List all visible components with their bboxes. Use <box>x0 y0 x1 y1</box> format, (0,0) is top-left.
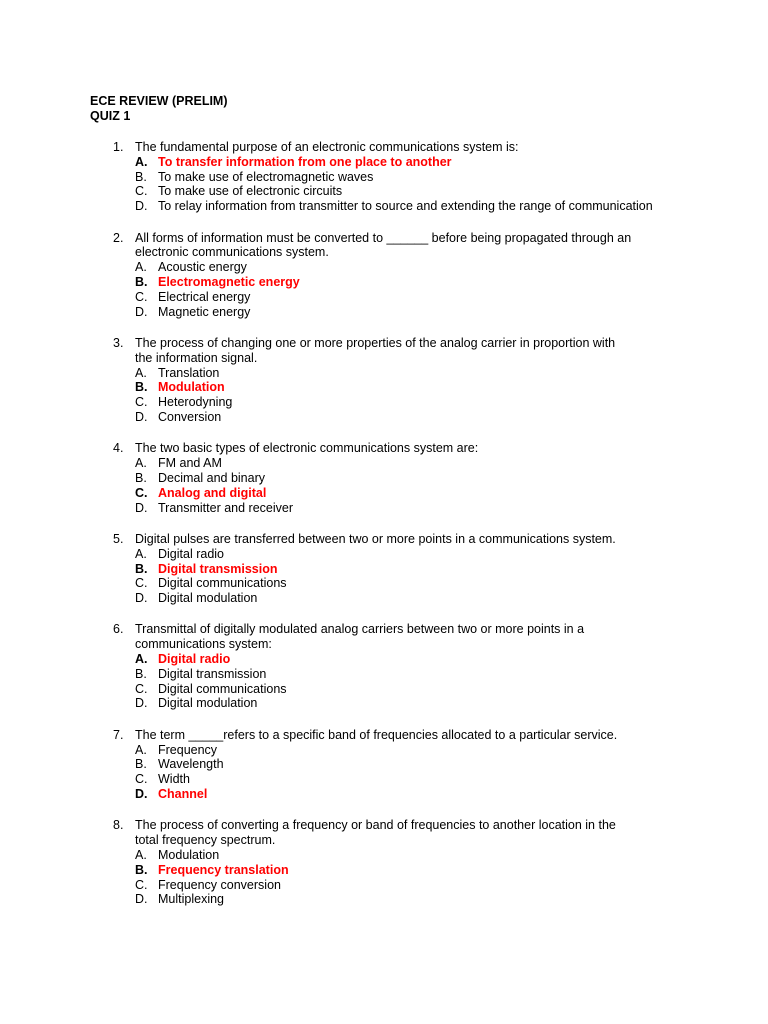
choice-letter: A. <box>135 456 147 471</box>
choice-item <box>135 305 730 320</box>
choice-item <box>135 410 730 425</box>
question-item <box>90 231 730 320</box>
choice-list <box>90 547 730 606</box>
choice-letter: B. <box>135 757 147 772</box>
choice-letter: A. <box>135 546 147 561</box>
question-text: Transmittal of digitally modulated analog carriers between two or more points in a communications system: <box>135 622 585 652</box>
choice-letter: A. <box>135 154 148 169</box>
choice-text: Digital communications <box>158 576 287 591</box>
choice-letter: D. <box>135 787 148 802</box>
choice-letter: B. <box>135 862 148 877</box>
choice-text: Width <box>158 772 190 787</box>
choice-item <box>135 682 730 697</box>
choice-item <box>135 696 730 711</box>
quiz-document <box>90 94 730 924</box>
choice-item <box>135 576 730 591</box>
choice-text: Frequency <box>158 742 218 757</box>
choice-item-correct <box>135 155 730 170</box>
document-title: ECE REVIEW (PRELIM) <box>90 94 228 108</box>
choice-letter: C. <box>135 772 148 787</box>
choice-text: Modulation <box>158 848 220 863</box>
question-number: 7. <box>113 727 124 742</box>
choice-item <box>135 772 730 787</box>
choice-item <box>135 471 730 486</box>
choice-list <box>90 456 730 515</box>
question-number: 2. <box>113 230 124 245</box>
choice-item <box>135 757 730 772</box>
choice-item <box>135 170 730 185</box>
choice-letter: D. <box>135 696 148 711</box>
choice-item <box>135 892 730 907</box>
question-item <box>90 441 730 515</box>
question-item <box>90 532 730 606</box>
choice-text: Magnetic energy <box>158 304 251 319</box>
choice-letter: A. <box>135 652 148 667</box>
question-number: 4. <box>113 441 124 456</box>
choice-letter: B. <box>135 470 147 485</box>
choice-letter: A. <box>135 365 147 380</box>
question-number: 1. <box>113 140 124 154</box>
choice-list <box>90 260 730 319</box>
choice-text: Digital transmission <box>158 666 267 681</box>
question-text: Digital pulses are transferred between two or more points in a communications system. <box>135 531 616 546</box>
correct-answer-text: Analog and digital <box>158 485 267 500</box>
choice-text: Conversion <box>158 409 222 424</box>
choice-item <box>135 366 730 381</box>
question-item <box>90 728 730 802</box>
choice-item-correct <box>135 863 730 878</box>
question-number: 5. <box>113 531 124 546</box>
choice-list <box>90 743 730 802</box>
choice-text: Multiplexing <box>158 892 225 907</box>
question-item <box>90 818 730 907</box>
choice-list <box>90 848 730 907</box>
choice-item-correct <box>135 787 730 802</box>
choice-letter: B. <box>135 666 147 681</box>
question-item <box>90 336 730 425</box>
correct-answer-text: Channel <box>158 787 208 802</box>
choice-letter: D. <box>135 199 148 214</box>
choice-letter: A. <box>135 742 147 757</box>
choice-letter: B. <box>135 380 148 395</box>
choice-list <box>90 155 730 214</box>
choice-text: Heterodyning <box>158 395 233 410</box>
question-list <box>90 140 730 907</box>
choice-letter: C. <box>135 485 148 500</box>
choice-letter: B. <box>135 169 147 184</box>
question-text: All forms of information must be converted to ______ before being propagated through an electronic communications system. <box>135 230 632 260</box>
choice-letter: B. <box>135 274 148 289</box>
choice-text: Wavelength <box>158 757 224 772</box>
choice-text: Digital communications <box>158 681 287 696</box>
choice-text: FM and AM <box>158 456 222 471</box>
choice-item <box>135 395 730 410</box>
correct-answer-text: Digital radio <box>158 652 231 667</box>
choice-letter: B. <box>135 561 148 576</box>
choice-text: To relay information from transmitter to source and extending the range of communication <box>158 199 653 214</box>
question-item <box>90 622 730 711</box>
choice-item <box>135 878 730 893</box>
choice-item <box>135 591 730 606</box>
choice-item <box>135 260 730 275</box>
choice-text: To make use of electronic circuits <box>158 184 343 199</box>
choice-item <box>135 199 730 214</box>
correct-answer-text: Modulation <box>158 380 225 395</box>
question-number: 3. <box>113 335 124 350</box>
choice-text: Acoustic energy <box>158 260 247 275</box>
choice-item <box>135 456 730 471</box>
choice-letter: C. <box>135 289 148 304</box>
choice-text: Digital modulation <box>158 591 258 606</box>
choice-letter: D. <box>135 500 148 515</box>
question-text: The term _____refers to a specific band of frequencies allocated to a particular service. <box>135 727 618 742</box>
choice-item-correct <box>135 486 730 501</box>
choice-item <box>135 848 730 863</box>
choice-letter: D. <box>135 409 148 424</box>
choice-item-correct <box>135 380 730 395</box>
choice-letter: C. <box>135 877 148 892</box>
correct-answer-text: Digital transmission <box>158 561 278 576</box>
choice-text: Digital radio <box>158 546 225 561</box>
choice-text: Translation <box>158 365 220 380</box>
choice-item <box>135 743 730 758</box>
document-subtitle: QUIZ 1 <box>90 109 131 123</box>
choice-list <box>90 652 730 711</box>
choice-item <box>135 184 730 199</box>
choice-text: Electrical energy <box>158 289 251 304</box>
choice-list <box>90 366 730 425</box>
correct-answer-text: Electromagnetic energy <box>158 274 300 289</box>
choice-letter: A. <box>135 260 147 275</box>
question-number: 8. <box>113 818 124 833</box>
choice-letter: C. <box>135 576 148 591</box>
choice-letter: A. <box>135 848 147 863</box>
correct-answer-text: To transfer information from one place to another <box>158 154 452 169</box>
choice-item <box>135 290 730 305</box>
question-text: The process of converting a frequency or band of frequencies to another location in the total frequency spectrum. <box>135 818 616 848</box>
choice-letter: D. <box>135 304 148 319</box>
question-item <box>90 140 730 214</box>
choice-text: To make use of electromagnetic waves <box>158 169 374 184</box>
choice-text: Transmitter and receiver <box>158 500 293 515</box>
choice-item-correct <box>135 562 730 577</box>
choice-text: Decimal and binary <box>158 470 265 485</box>
question-text: The fundamental purpose of an electronic communications system is: <box>135 140 519 154</box>
choice-item-correct <box>135 652 730 667</box>
choice-text: Frequency conversion <box>158 877 281 892</box>
choice-letter: C. <box>135 681 148 696</box>
correct-answer-text: Frequency translation <box>158 862 289 877</box>
choice-item-correct <box>135 275 730 290</box>
choice-letter: D. <box>135 892 148 907</box>
choice-letter: D. <box>135 591 148 606</box>
choice-letter: C. <box>135 395 148 410</box>
question-number: 6. <box>113 622 124 637</box>
choice-item <box>135 667 730 682</box>
choice-text: Digital modulation <box>158 696 258 711</box>
question-text: The two basic types of electronic communications system are: <box>135 441 479 456</box>
choice-letter: C. <box>135 184 148 199</box>
choice-item <box>135 501 730 516</box>
choice-item <box>135 547 730 562</box>
question-text: The process of changing one or more properties of the analog carrier in proportion with the information signal. <box>135 335 616 365</box>
